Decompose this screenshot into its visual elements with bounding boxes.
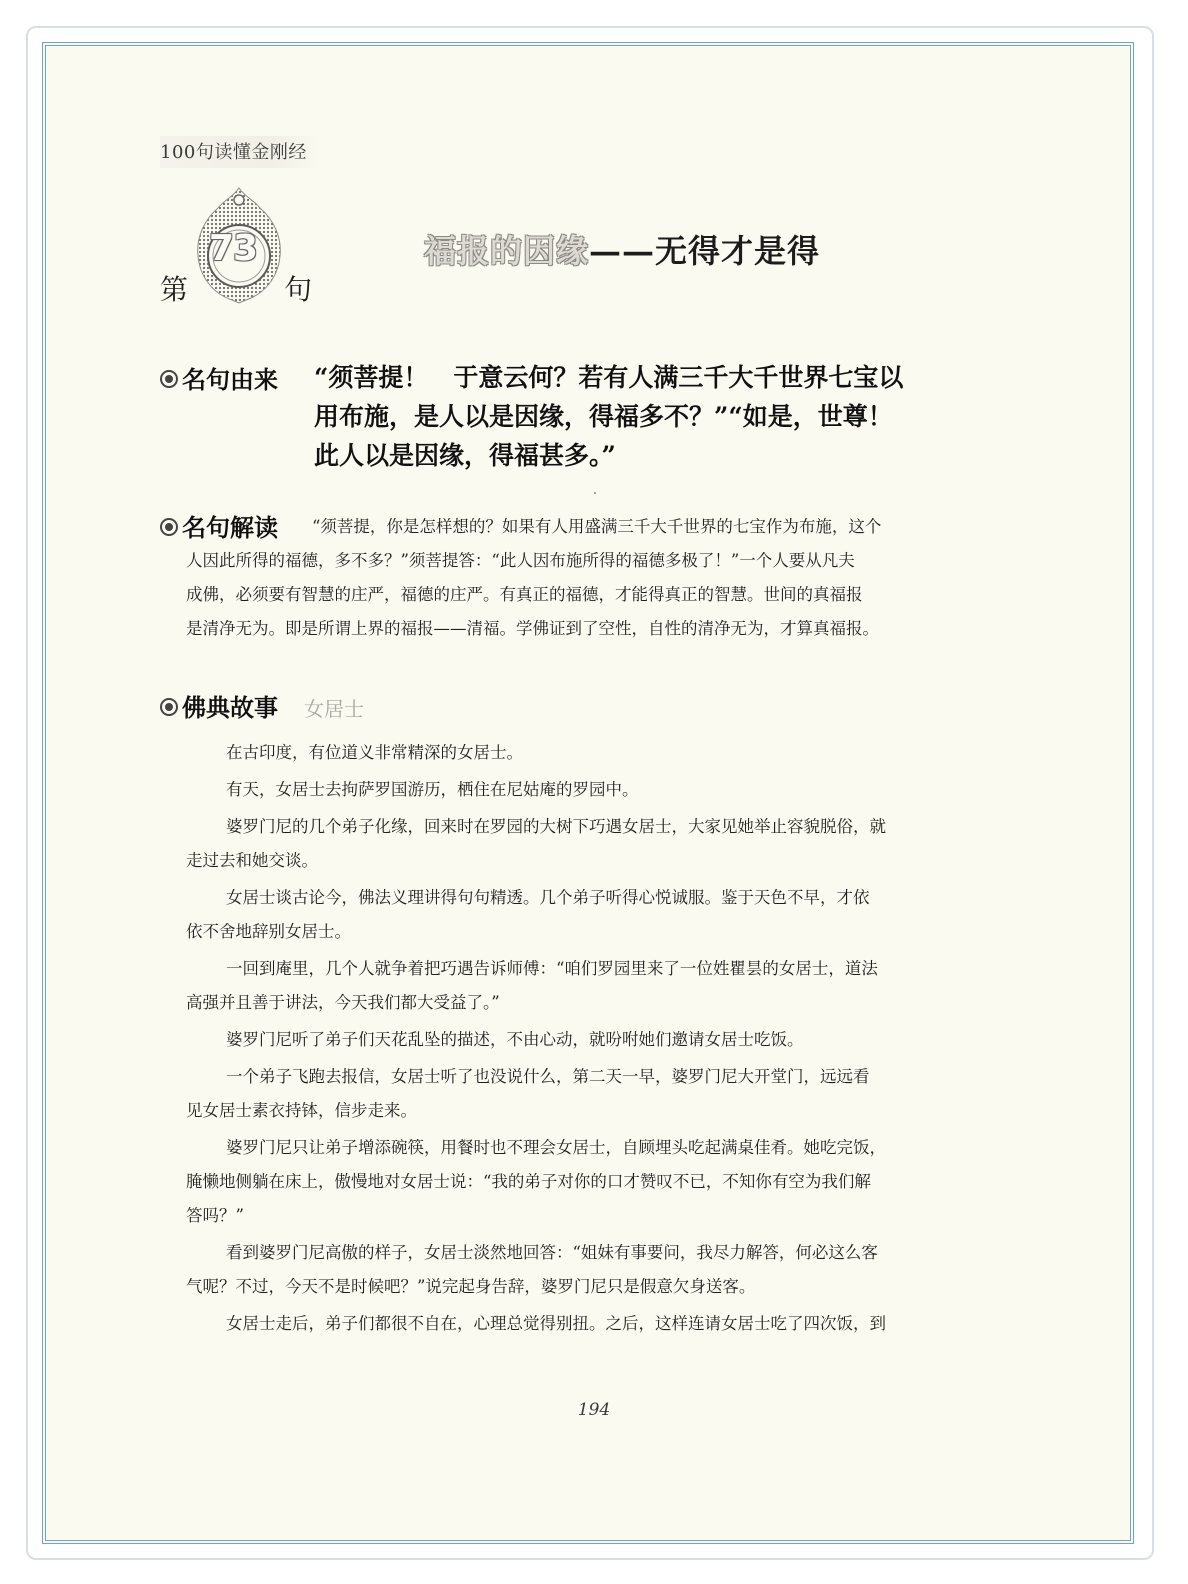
chapter-suffix: 句 <box>284 273 313 306</box>
story-line: 有天，女居士去拘萨罗国游历，栖住在尼姑庵的罗园中。 <box>226 780 639 799</box>
chapter-title-main: 福报的因缘 <box>424 232 590 270</box>
story-line: 女居士走后，弟子们都很不自在，心理总觉得别扭。之后，这样连请女居士吃了四次饭，到 <box>226 1314 886 1333</box>
story-line: 婆罗门尼只让弟子增添碗筷，用餐时也不理会女居士，自顾埋头吃起满桌佳肴。她吃完饭， <box>226 1138 886 1157</box>
story-paragraph <box>186 1307 988 1341</box>
interp-line: 是清净无为。即是所谓上界的福报——清福。学佛证到了空性，自性的清净无为，才算真福报。 <box>186 619 879 638</box>
story-line: 依不舍地辞别女居士。 <box>186 922 351 941</box>
chapter-number: 73 <box>208 228 258 269</box>
interp-line: 人因此所得的福德，多不多？”须菩提答：“此人因布施所得的福德多极了！”一个人要从凡夫 <box>186 551 855 570</box>
story-paragraph <box>186 773 988 807</box>
bullseye-icon <box>160 518 178 536</box>
story-line: 腌懒地侧躺在床上，傲慢地对女居士说：“我的弟子对你的口才赞叹不已，不知你有空为我们解 <box>186 1172 871 1191</box>
story-line: 在古印度，有位道义非常精深的女居士。 <box>226 743 523 762</box>
story-line: 高强并且善于讲法，今天我们都大受益了。” <box>186 993 500 1012</box>
story-line: 答吗？” <box>186 1206 244 1225</box>
story-line: 一回到庵里，几个人就争着把巧遇告诉师傅：“咱们罗园里来了一位姓瞿昙的女居士，道法 <box>226 959 878 978</box>
quote-line: 此人以是因缘，得福甚多。” <box>314 441 616 470</box>
interpretation-heading-text: 名句解读 <box>182 514 278 542</box>
bullseye-icon <box>160 370 178 388</box>
story-line: 见女居士素衣持钵，信步走来。 <box>186 1101 417 1120</box>
story-paragraph <box>186 1236 988 1304</box>
interp-line: “须菩提，你是怎样想的？如果有人用盛满三千大千世界的七宝作为布施，这个 <box>312 517 882 536</box>
story-paragraph <box>186 952 988 1020</box>
running-header: 100句读懂金刚经 <box>160 136 321 168</box>
print-speck <box>594 492 596 494</box>
story-paragraph <box>186 1131 988 1233</box>
story-paragraph <box>186 1060 988 1128</box>
story-heading <box>160 688 364 723</box>
story-line: 看到婆罗门尼高傲的样子，女居士淡然地回答：“姐妹有事要问，我尽力解答，何必这么客 <box>226 1243 878 1262</box>
chapter-prefix: 第 <box>160 273 189 306</box>
chapter-title <box>424 226 820 272</box>
story-line: 一个弟子飞跑去报信，女居士听了也没说什么，第二天一早，婆罗门尼大开堂门，远远看 <box>226 1067 870 1086</box>
interp-line: 成佛，必须要有智慧的庄严，福德的庄严。有真正的福德，才能得真正的智慧。世间的真福报 <box>186 585 863 604</box>
story-line: 走过去和她交谈。 <box>186 851 318 870</box>
quote-line: “须菩提！ 于意云何？若有人满三千大千世界七宝以 <box>314 363 904 392</box>
chapter-title-sub: ——无得才是得 <box>589 232 821 270</box>
story-paragraph <box>186 881 988 949</box>
page-number: 194 <box>577 1400 611 1420</box>
story-title: 女居士 <box>304 697 364 721</box>
origin-heading <box>160 360 278 395</box>
origin-heading-text: 名句由来 <box>182 366 278 394</box>
story-line: 女居士谈古论今，佛法义理讲得句句精透。几个弟子听得心悦诚服。鉴于天色不早，才依 <box>226 888 870 907</box>
story-heading-text: 佛典故事 <box>182 694 278 722</box>
quote-line: 用布施，是人以是因缘，得福多不？”“如是，世尊！ <box>314 402 893 431</box>
story-paragraph <box>186 1023 988 1057</box>
story-line: 婆罗门尼的几个弟子化缘，回来时在罗园的大树下巧遇女居士，大家见她举止容貌脱俗，就 <box>226 817 886 836</box>
bullseye-icon <box>160 698 178 716</box>
story-line: 婆罗门尼听了弟子们天花乱坠的描述，不由心动，就吩咐她们邀请女居士吃饭。 <box>226 1030 804 1049</box>
story-line: 气呢？不过，今天不是时候吧？”说完起身告辞，婆罗门尼只是假意欠身送客。 <box>186 1277 756 1296</box>
famous-quote <box>314 358 990 475</box>
story-paragraph <box>186 736 988 770</box>
story-body <box>186 736 988 1344</box>
story-paragraph <box>186 810 988 878</box>
interpretation-body <box>186 510 986 646</box>
